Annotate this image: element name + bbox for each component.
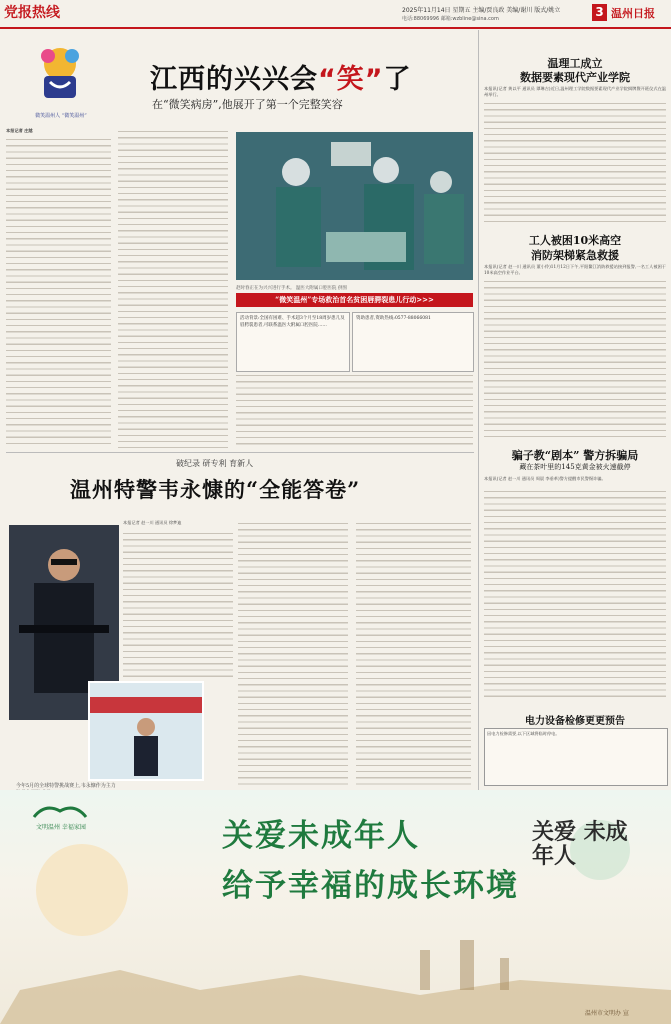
right-story3-lead: 本报讯(记者 赵一川 通讯员 周晨 李垂革)警方提醒市民警惕诈骗。 [484,476,606,481]
middle-divider [6,452,474,453]
page-number: 3 [592,4,607,21]
right-story2-title: 工人被困10米高空 [528,234,622,247]
middle-photo-caption: 今年5月的全球特警挑战赛上,韦永慷作为主力 [16,783,116,789]
middle-byline: 本报记者 赵一川 通讯员 徐梦迪 [123,520,182,525]
lead-headline-pre: 江西的兴兴会 [150,64,318,95]
lead-body-col1 [6,136,111,448]
right-story2-lead: 本报讯(记者 赵一川 通讯员 董小伶)11月12日下午,平阳鳌江消防救援站接到报警,一名工人被困于10米高空作业平台。 [484,264,666,276]
lead-headline-quote: “笑” [318,64,384,95]
info-box-left: 活动背景:全国有困难、手术超3个月至18周岁患儿及唇腭裂患者,可联系温医大附属口腔医院…… [236,312,350,372]
lead-headline [150,57,412,96]
right-story3-title: 骗子教“剧本” 警方拆骗局 [511,449,639,462]
ad-slogan: 关爱 未成年人 [532,819,628,869]
smile-campaign-banner[interactable]: “微笑温州”专场救治首名贫困唇腭裂患儿行动>>> [236,293,473,307]
info-box-right: 资助患者,资助热线:0577-88066081 [352,312,474,372]
award-photo [88,681,204,781]
right-story2-body [484,278,666,438]
newspaper-name: 温州日报 [611,7,655,20]
ad-brand: 文明温州 幸福家园 [36,824,86,831]
column-divider [478,30,479,790]
surgery-photo [236,132,473,280]
wenming-logo-icon [30,803,90,821]
right-story3-subtitle: 藏在茶叶里的145克黄金被火速截停 [519,463,631,471]
lead-subheadline: 在“微笑病房”,他展开了第一个完整笑容 [152,98,343,111]
middle-body-col2 [238,520,348,785]
ad-headline-1: 关爱未成年人 [222,818,420,854]
section-title: 党报热线 [4,5,60,21]
right-story3-body [484,488,666,702]
surgery-photo-caption: 赵时春正在为兴兴进行手术。 温医大附属口腔医院 供图 [236,286,347,291]
smile-logo-icon [30,42,90,110]
header-rule [0,27,671,29]
lead-byline [6,128,111,134]
logo-caption: 微笑温州人 “微笑温州” [35,113,87,119]
right-story1-title2: 数据要素现代产业学院 [520,71,630,84]
right-story2-title2: 消防架梯紧急救援 [531,249,619,262]
lead-byline-text: 本报记者 庄越 [6,128,33,133]
lead-body-col2 [118,128,228,448]
notice-text: 因电力检修需要,以下区域将临时停电。 [487,731,560,736]
right-story1-lead: 本报讯(记者 黄以平 通讯员 谭琳吉)近日,温州理工学院数据要素现代产业学院揭牌暨开班仪式在温州举行。 [484,86,666,98]
ad-headline-2: 给予幸福的成长环境 [222,868,519,904]
contact-info: 电话:88069996 邮箱:wzbline@sina.com [402,16,499,22]
right-story1-body [484,100,666,224]
notice-table [484,728,668,786]
lead-headline-post: 了 [383,64,412,95]
middle-body-col1 [123,530,233,680]
notice-title: 电力设备检修更更预告 [525,716,625,727]
issue-date: 2025年11月14日 星期五 主编/贾良政 美编/谢川 版式/姚立 [402,7,561,14]
middle-body-col3 [356,520,471,785]
ad-credit: 温州市文明办 宣 [585,1010,629,1017]
page-header [0,0,671,30]
lead-body-col3 [236,372,473,448]
right-story1-title: 温理工成立 [547,57,603,70]
middle-headline: 温州特警韦永慷的“全能答卷” [70,477,361,502]
middle-kicker: 破纪录 研专利 育新人 [176,459,254,468]
